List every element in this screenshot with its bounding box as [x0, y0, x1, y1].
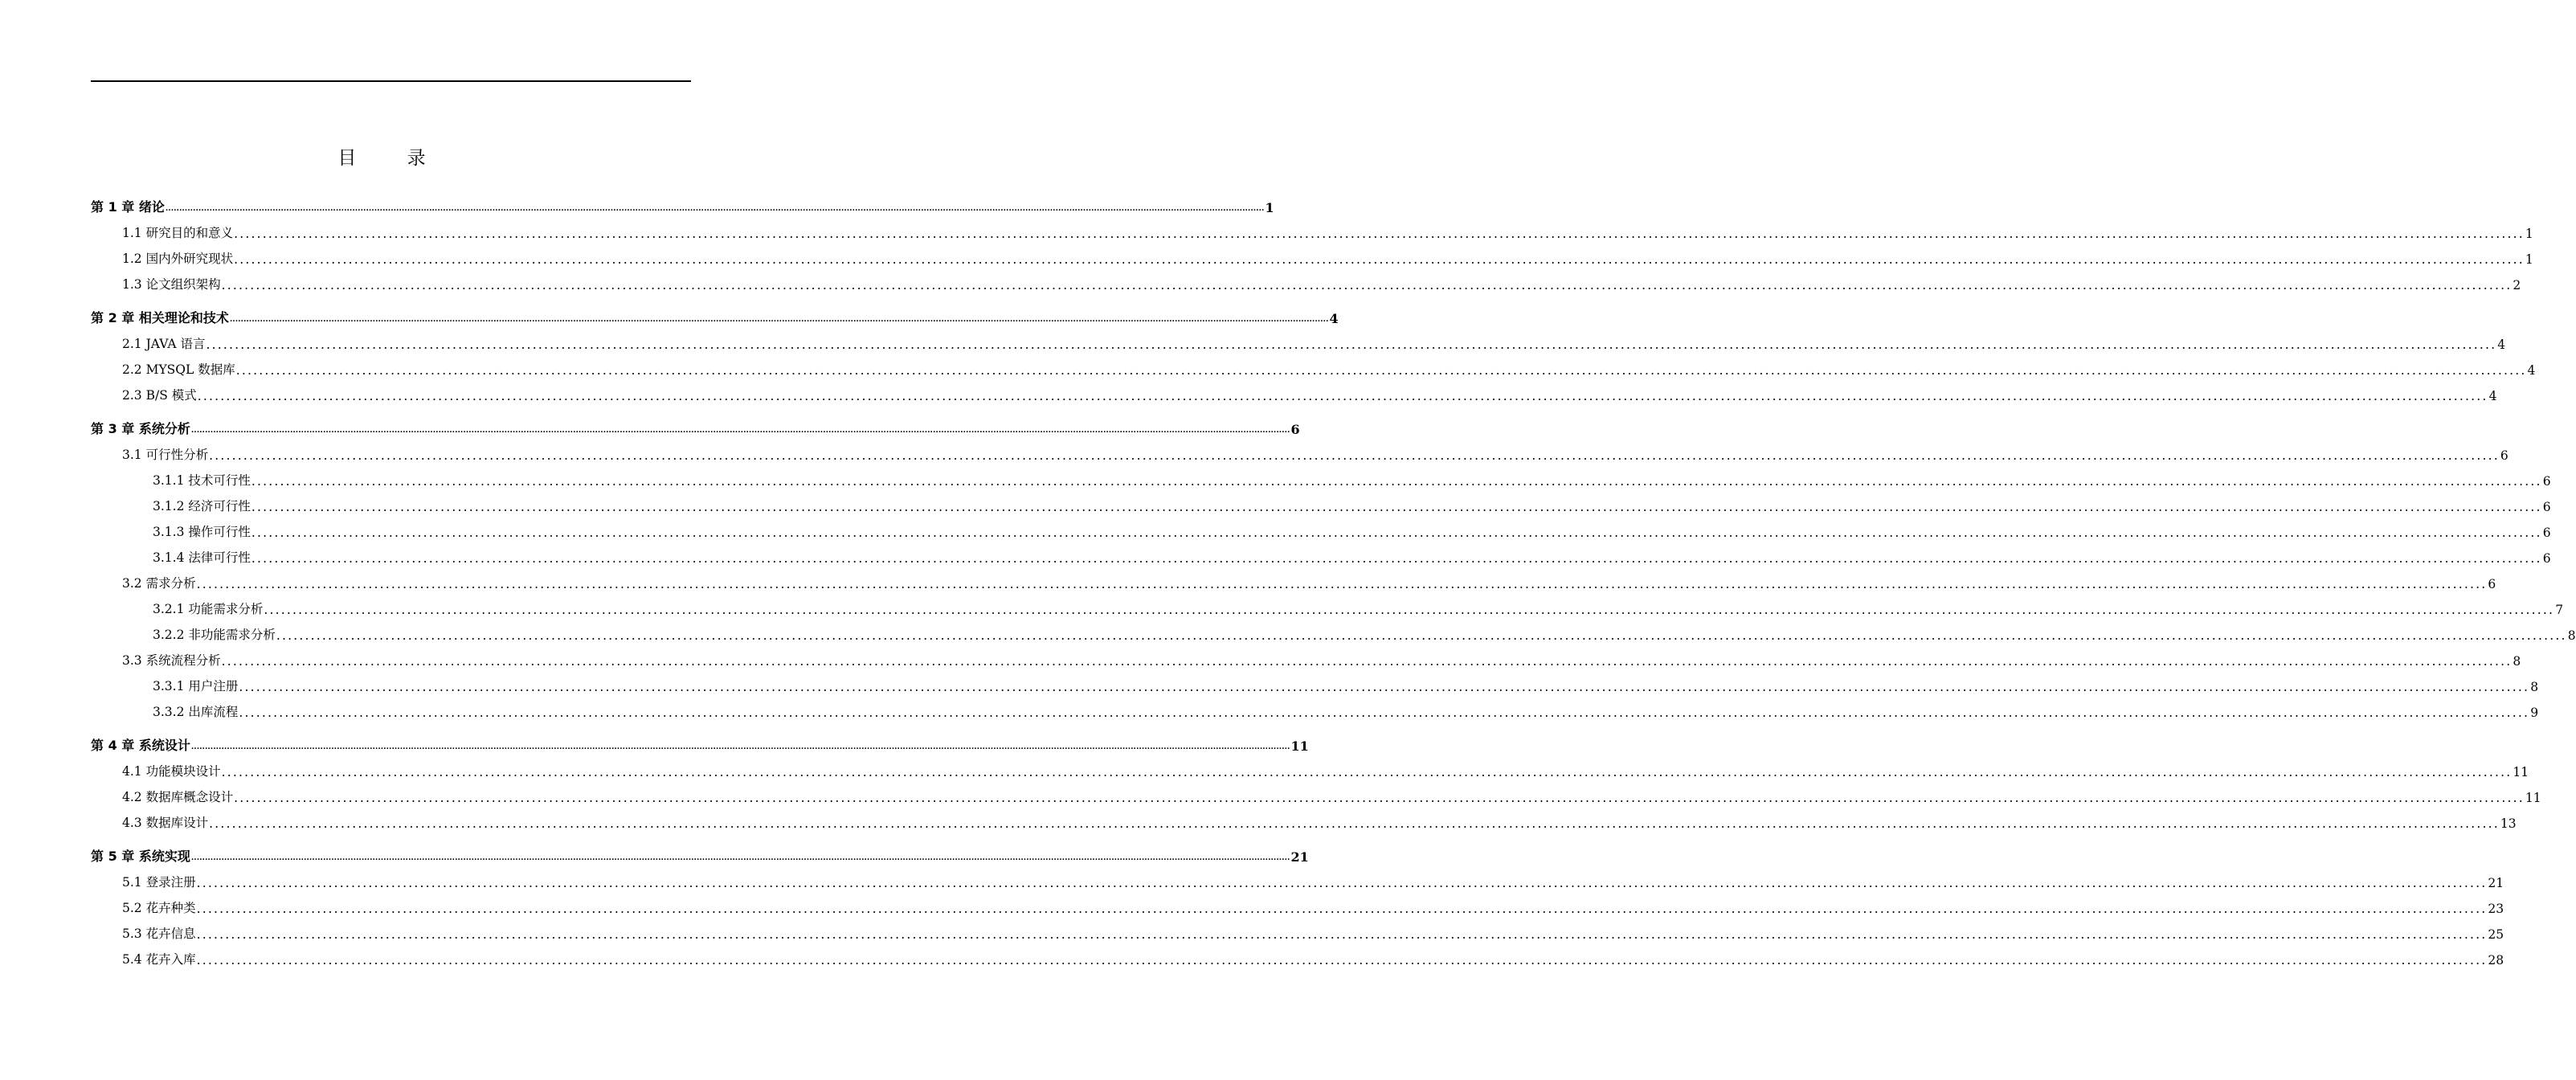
toc-section-entry[interactable] [122, 871, 2504, 890]
toc-subsection-entry[interactable] [153, 546, 2551, 566]
toc-dot-leader: ................................................................................................................................................................................................................................................................................................................................................................................................................ [251, 551, 2542, 566]
toc-entry-label: 3.3 系统流程分析 [122, 653, 221, 668]
toc-entry-label: 第 4 章 系统设计 [91, 738, 190, 753]
toc-page-number: 1 [2525, 252, 2533, 267]
toc-dot-leader: ................................................................................................................................................................................................................................................................................................................................................................................................................ [196, 577, 2488, 591]
toc-chapter-entry[interactable] [91, 418, 1300, 437]
toc-page-number: 9 [2530, 706, 2539, 720]
toc-page-number: 21 [1290, 849, 1309, 865]
toc-page-number: 11 [2513, 765, 2529, 779]
toc-dot-leader: ................................................................................................................................................................................................................................................................................................................................................................................................................ [234, 791, 2525, 805]
toc-dot-leader: ................................................................................................................................................................................................................................................................................................................................................................................................................ [209, 448, 2500, 463]
toc-section-entry[interactable] [122, 649, 2521, 669]
toc-page-number: 13 [2500, 816, 2517, 831]
toc-dot-leader: ................................................................................................................................................................................................................................................................................................................................................................................................................ [221, 765, 2513, 779]
toc-page-number: 8 [2530, 680, 2539, 694]
toc-dot-leader: ................................................................................................................................................................................................................................................................................................................................................................................................................ [229, 316, 1329, 324]
toc-page-number: 6 [2542, 551, 2551, 566]
toc-dot-leader: ................................................................................................................................................................................................................................................................................................................................................................................................................ [197, 389, 2488, 403]
toc-entry-label: 1.2 国内外研究现状 [122, 252, 234, 266]
toc-dot-leader: ................................................................................................................................................................................................................................................................................................................................................................................................................ [235, 363, 2527, 378]
toc-section-entry[interactable] [122, 572, 2496, 591]
toc-subsection-entry[interactable] [153, 624, 2576, 643]
toc-section-entry[interactable] [122, 760, 2529, 779]
toc-page-number: 6 [2542, 526, 2551, 540]
toc-section-entry[interactable] [122, 222, 2533, 241]
toc-page-number: 1 [1265, 200, 1274, 215]
toc-section-entry[interactable] [122, 333, 2506, 352]
toc-page-number: 11 [1290, 738, 1309, 754]
toc-subsection-entry[interactable] [153, 675, 2539, 694]
toc-dot-leader: ................................................................................................................................................................................................................................................................................................................................................................................................................ [251, 474, 2542, 489]
toc-entry-label: 1.3 论文组织架构 [122, 277, 221, 292]
toc-page-number: 6 [2542, 500, 2551, 514]
toc-page-number: 4 [1329, 311, 1339, 326]
toc-entry-label: 5.3 花卉信息 [122, 927, 196, 941]
toc-dot-leader: ................................................................................................................................................................................................................................................................................................................................................................................................................ [165, 205, 1265, 213]
toc-chapter-entry[interactable] [91, 307, 1339, 326]
toc-page-number: 21 [2488, 876, 2504, 890]
toc-dot-leader: ................................................................................................................................................................................................................................................................................................................................................................................................................ [251, 526, 2542, 540]
toc-page-number: 4 [2527, 363, 2536, 378]
toc-entry-label: 4.1 功能模块设计 [122, 764, 221, 779]
toc-entry-label: 3.1.4 法律可行性 [153, 550, 251, 565]
page-title: 目 录 [337, 148, 448, 169]
toc-section-entry[interactable] [122, 897, 2504, 916]
toc-entry-label: 第 2 章 相关理论和技术 [91, 310, 229, 325]
toc-page-number: 8 [2513, 654, 2521, 669]
toc-section-entry[interactable] [122, 273, 2521, 292]
toc-dot-leader: ................................................................................................................................................................................................................................................................................................................................................................................................................ [196, 902, 2488, 916]
toc-page-number: 4 [2488, 389, 2497, 403]
toc-dot-leader: ................................................................................................................................................................................................................................................................................................................................................................................................................ [276, 628, 2567, 643]
toc-dot-leader: ................................................................................................................................................................................................................................................................................................................................................................................................................ [209, 816, 2500, 831]
toc-section-entry[interactable] [122, 948, 2504, 968]
toc-entry-label: 2.1 JAVA 语言 [122, 337, 206, 351]
toc-dot-leader: ................................................................................................................................................................................................................................................................................................................................................................................................................ [221, 654, 2513, 669]
toc-entry-label: 2.3 B/S 模式 [122, 388, 197, 403]
toc-section-entry[interactable] [122, 358, 2536, 378]
header-rule [91, 80, 691, 82]
toc-entry-label: 第 1 章 绪论 [91, 199, 165, 215]
toc-section-entry[interactable] [122, 384, 2497, 403]
toc-dot-leader: ................................................................................................................................................................................................................................................................................................................................................................................................................ [264, 603, 2555, 617]
toc-entry-label: 1.1 研究目的和意义 [122, 226, 234, 240]
toc-page-number: 6 [2542, 474, 2551, 489]
toc-entry-label: 5.4 花卉入库 [122, 952, 196, 967]
toc-entry-label: 3.3.2 出库流程 [153, 705, 239, 719]
toc-subsection-entry[interactable] [153, 469, 2551, 489]
toc-page-number: 2 [2513, 278, 2521, 292]
toc-entry-label: 4.3 数据库设计 [122, 816, 209, 830]
toc-dot-leader: ................................................................................................................................................................................................................................................................................................................................................................................................................ [239, 680, 2530, 694]
toc-dot-leader: ................................................................................................................................................................................................................................................................................................................................................................................................................ [190, 427, 1290, 435]
toc-chapter-entry[interactable] [91, 845, 1309, 865]
toc-page-number: 6 [1290, 422, 1300, 437]
toc-entry-label: 第 5 章 系统实现 [91, 849, 190, 864]
toc-subsection-entry[interactable] [153, 598, 2564, 617]
toc-page-number: 11 [2525, 791, 2541, 805]
toc-entry-label: 第 3 章 系统分析 [91, 421, 190, 436]
toc-entry-label: 5.1 登录注册 [122, 875, 196, 890]
toc-section-entry[interactable] [122, 248, 2533, 267]
toc-page-number: 7 [2555, 603, 2564, 617]
toc-dot-leader: ................................................................................................................................................................................................................................................................................................................................................................................................................ [196, 927, 2488, 942]
toc-dot-leader: ................................................................................................................................................................................................................................................................................................................................................................................................................ [206, 338, 2497, 352]
toc-page-number: 6 [2488, 577, 2496, 591]
toc-page-number: 4 [2497, 338, 2506, 352]
toc-entry-label: 3.2.1 功能需求分析 [153, 602, 264, 616]
toc-entry-label: 3.1 可行性分析 [122, 448, 209, 462]
toc-page-number: 25 [2488, 927, 2504, 942]
toc-entry-label: 3.3.1 用户注册 [153, 679, 239, 693]
toc-entry-label: 3.2 需求分析 [122, 576, 196, 591]
toc-entry-label: 2.2 MYSQL 数据库 [122, 362, 235, 377]
toc-subsection-entry[interactable] [153, 495, 2551, 514]
toc-dot-leader: ................................................................................................................................................................................................................................................................................................................................................................................................................ [239, 706, 2530, 720]
toc-entry-label: 5.2 花卉种类 [122, 901, 196, 915]
toc-entry-label: 3.1.3 操作可行性 [153, 525, 251, 539]
toc-entry-label: 3.1.1 技术可行性 [153, 473, 251, 488]
toc-dot-leader: ................................................................................................................................................................................................................................................................................................................................................................................................................ [234, 227, 2525, 241]
toc-dot-leader: ................................................................................................................................................................................................................................................................................................................................................................................................................ [190, 854, 1290, 862]
toc-page-number: 1 [2525, 227, 2533, 241]
toc-entry-label: 3.2.2 非功能需求分析 [153, 628, 276, 642]
toc-subsection-entry[interactable] [153, 701, 2539, 720]
toc-dot-leader: ................................................................................................................................................................................................................................................................................................................................................................................................................ [190, 743, 1290, 751]
toc-dot-leader: ................................................................................................................................................................................................................................................................................................................................................................................................................ [221, 278, 2513, 292]
toc-section-entry[interactable] [122, 786, 2541, 805]
toc-subsection-entry[interactable] [153, 521, 2551, 540]
toc-dot-leader: ................................................................................................................................................................................................................................................................................................................................................................................................................ [196, 953, 2488, 968]
toc-section-entry[interactable] [122, 922, 2504, 942]
toc-entry-label: 3.1.2 经济可行性 [153, 499, 251, 513]
toc-section-entry[interactable] [122, 444, 2509, 463]
toc-page-number: 8 [2567, 628, 2576, 643]
toc-dot-leader: ................................................................................................................................................................................................................................................................................................................................................................................................................ [251, 500, 2542, 514]
toc-page-number: 6 [2500, 448, 2509, 463]
toc-dot-leader: ................................................................................................................................................................................................................................................................................................................................................................................................................ [234, 252, 2525, 267]
toc-entry-label: 4.2 数据库概念设计 [122, 790, 234, 804]
toc-section-entry[interactable] [122, 812, 2517, 831]
toc-page-number: 23 [2488, 902, 2504, 916]
toc-page-number: 28 [2488, 953, 2504, 968]
toc-chapter-entry[interactable] [91, 734, 1309, 754]
toc-dot-leader: ................................................................................................................................................................................................................................................................................................................................................................................................................ [196, 876, 2488, 890]
toc-chapter-entry[interactable] [91, 196, 1274, 215]
